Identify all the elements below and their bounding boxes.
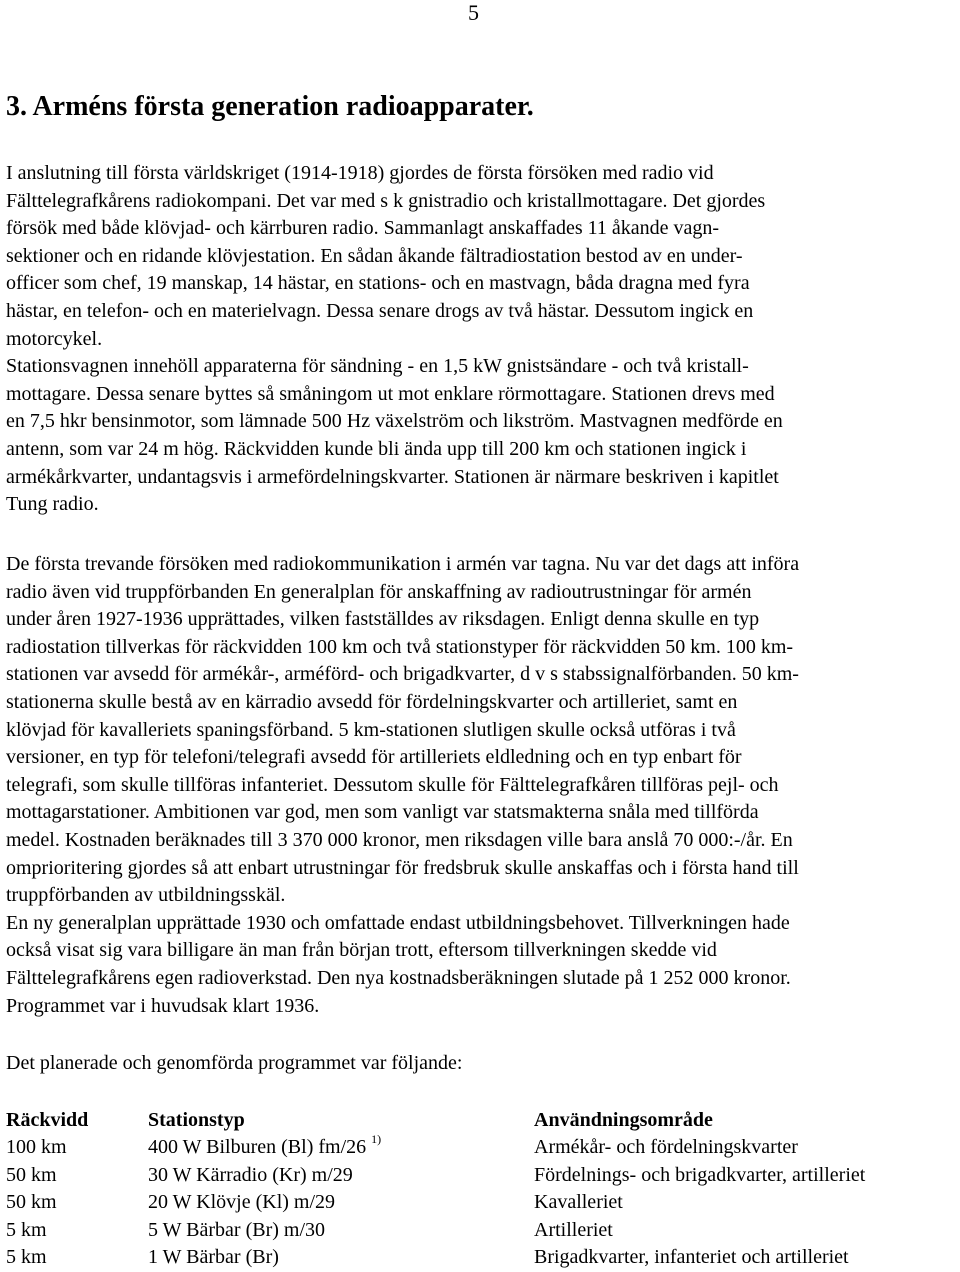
text-line: medel. Kostnaden beräknades till 3 370 000 kronor, men riksdagen ville bara anslå 70 000:-/år. En [6,828,793,851]
text-line: Stationsvagnen innehöll apparaterna för sändning - en 1,5 kW gnistsändare - och två kristall- [6,355,749,378]
cell-usage: Brigadkvarter, infanteriet och artilleriet [534,1246,849,1269]
table-row [0,1188,960,1216]
text-line: truppförbanden av utbildningsskäl. [6,884,286,907]
cell-station-type: 1 W Bärbar (Br) [148,1246,279,1269]
text-line: Tung radio. [6,493,99,516]
text-line: telegrafi, som skulle tillföras infanteriet. Dessutom skulle för Fälttelegrafkåren tillföras pejl- och [6,773,779,796]
cell-usage: Artilleriet [534,1218,613,1241]
cell-range: 5 km [6,1218,47,1241]
cell-station-type: 20 W Klövje (Kl) m/29 [148,1191,336,1214]
cell-range: 50 km [6,1163,57,1186]
text-line: radiostation tillverkas för räckvidden 100 km och två stationstyper för räckvidden 50 km. 100 km- [6,635,794,658]
text-line: under åren 1927-1936 upprättades, vilken fastställdes av riksdagen. Enligt denna skulle en typ [6,608,760,631]
text-line: också visat sig vara billigare än man från början trott, eftersom tillverkningen skedde vid [6,939,717,962]
header-range: Räckvidd [6,1109,89,1131]
text-line: En ny generalplan upprättade 1930 och omfattade endast utbildningsbehovet. Tillverkningen hade [6,911,790,934]
page-number: 5 [468,0,479,25]
table-row [0,1216,960,1244]
text-line: radio även vid truppförbanden En generalplan för anskaffning av radioutrustningar för armén [6,580,752,603]
table-row [0,1243,960,1271]
text-line: De första trevande försöken med radiokommunikation i armén var tagna. Nu var det dags att införa [6,553,800,575]
text-line: motorcykel. [6,327,103,350]
text-line: hästar, en telefon- och en materielvagn. Dessa senare drogs av två hästar. Dessutom ingick en [6,299,754,322]
paragraph-generalplan [6,551,956,1020]
text-line: I anslutning till första världskriget (1914-1918) gjordes de första försöken med radio vid [6,162,714,184]
footnote-marker: 1) [371,1132,382,1146]
paragraph-early-radio [6,160,956,519]
text-line: Fälttelegrafkårens radiokompani. Det var med s k gnistradio och kristallmottagare. Det gjordes [6,189,766,212]
text-line: stationen var avsedd för armékår-, arméförd- och brigadkvarter, d v s stabssignalförbanden. 50 km- [6,663,799,686]
text-line: antenn, som var 24 m hög. Räckvidden kunde bli ända upp till 200 km och stationen ingick i [6,437,747,460]
header-station-type: Stationstyp [148,1109,245,1131]
table-header-row [0,1106,960,1134]
text-line: armékårkvarter, undantagsvis i armefördelningskvarter. Stationen är närmare beskriven i kapitlet [6,465,779,488]
cell-usage: Fördelnings- och brigadkvarter, artilleriet [534,1163,866,1186]
text-line: Fälttelegrafkårens egen radioverkstad. Den nya kostnadsberäkningen slutade på 1 252 000 kronor. [6,966,791,989]
text-line: en 7,5 hkr bensinmotor, som lämnade 500 Hz växelström och likström. Mastvagnen medförde en [6,410,783,433]
text-line: försök med både klövjad- och kärrburen radio. Sammanlagt anskaffades 11 åkande vagn- [6,217,720,240]
text-line: klövjad för kavalleriets spaningsförband. 5 km-stationen slutligen skulle också utföras i två [6,718,736,741]
cell-station-type: 30 W Kärradio (Kr) m/29 [148,1163,353,1186]
cell-range: 5 km [6,1246,47,1269]
text-line: versioner, en typ för telefoni/telegrafi avsedd för artilleriets eldledning och en typ enbart för [6,746,742,769]
text-line: mottagarstationer. Ambitionen var god, men som vanligt var statsmakterna snåla med tillförda [6,801,759,824]
table-row [0,1133,960,1161]
text-line: officer som chef, 19 manskap, 14 hästar, en stations- och en mastvagn, båda dragna med fyra [6,272,750,295]
cell-range: 50 km [6,1191,57,1214]
cell-usage: Kavalleriet [534,1191,623,1214]
table-row [0,1161,960,1189]
cell-station-type: 400 W Bilburen (Bl) fm/26 $^{1)}$ [148,1132,382,1158]
cell-usage: Armékår- och fördelningskvarter [534,1136,798,1158]
text-line: stationerna skulle bestå av en kärradio avsedd för fördelningskvarter och artilleriet, samt en [6,690,738,713]
cell-station-type: 5 W Bärbar (Br) m/30 [148,1218,326,1241]
text-line: mottagare. Dessa senare byttes så småningom ut mot enklare rörmottagare. Stationen drevs med [6,382,775,405]
paragraph-program-intro: Det planerade och genomförda programmet var följande: [6,1052,463,1074]
section-heading: 3. Arméns första generation radioapparater. [6,91,534,122]
text-line: Programmet var i huvudsak klart 1936. [6,994,320,1017]
text-line: omprioritering gjordes så att enbart utrustningar för fredsbruk skulle anskaffas och i första hand till [6,856,799,879]
cell-range: 100 km [6,1136,67,1158]
header-usage: Användningsområde [534,1109,713,1131]
text-line: sektioner och en ridande klövjestation. En sådan åkande fältradiostation bestod av en under- [6,244,743,267]
